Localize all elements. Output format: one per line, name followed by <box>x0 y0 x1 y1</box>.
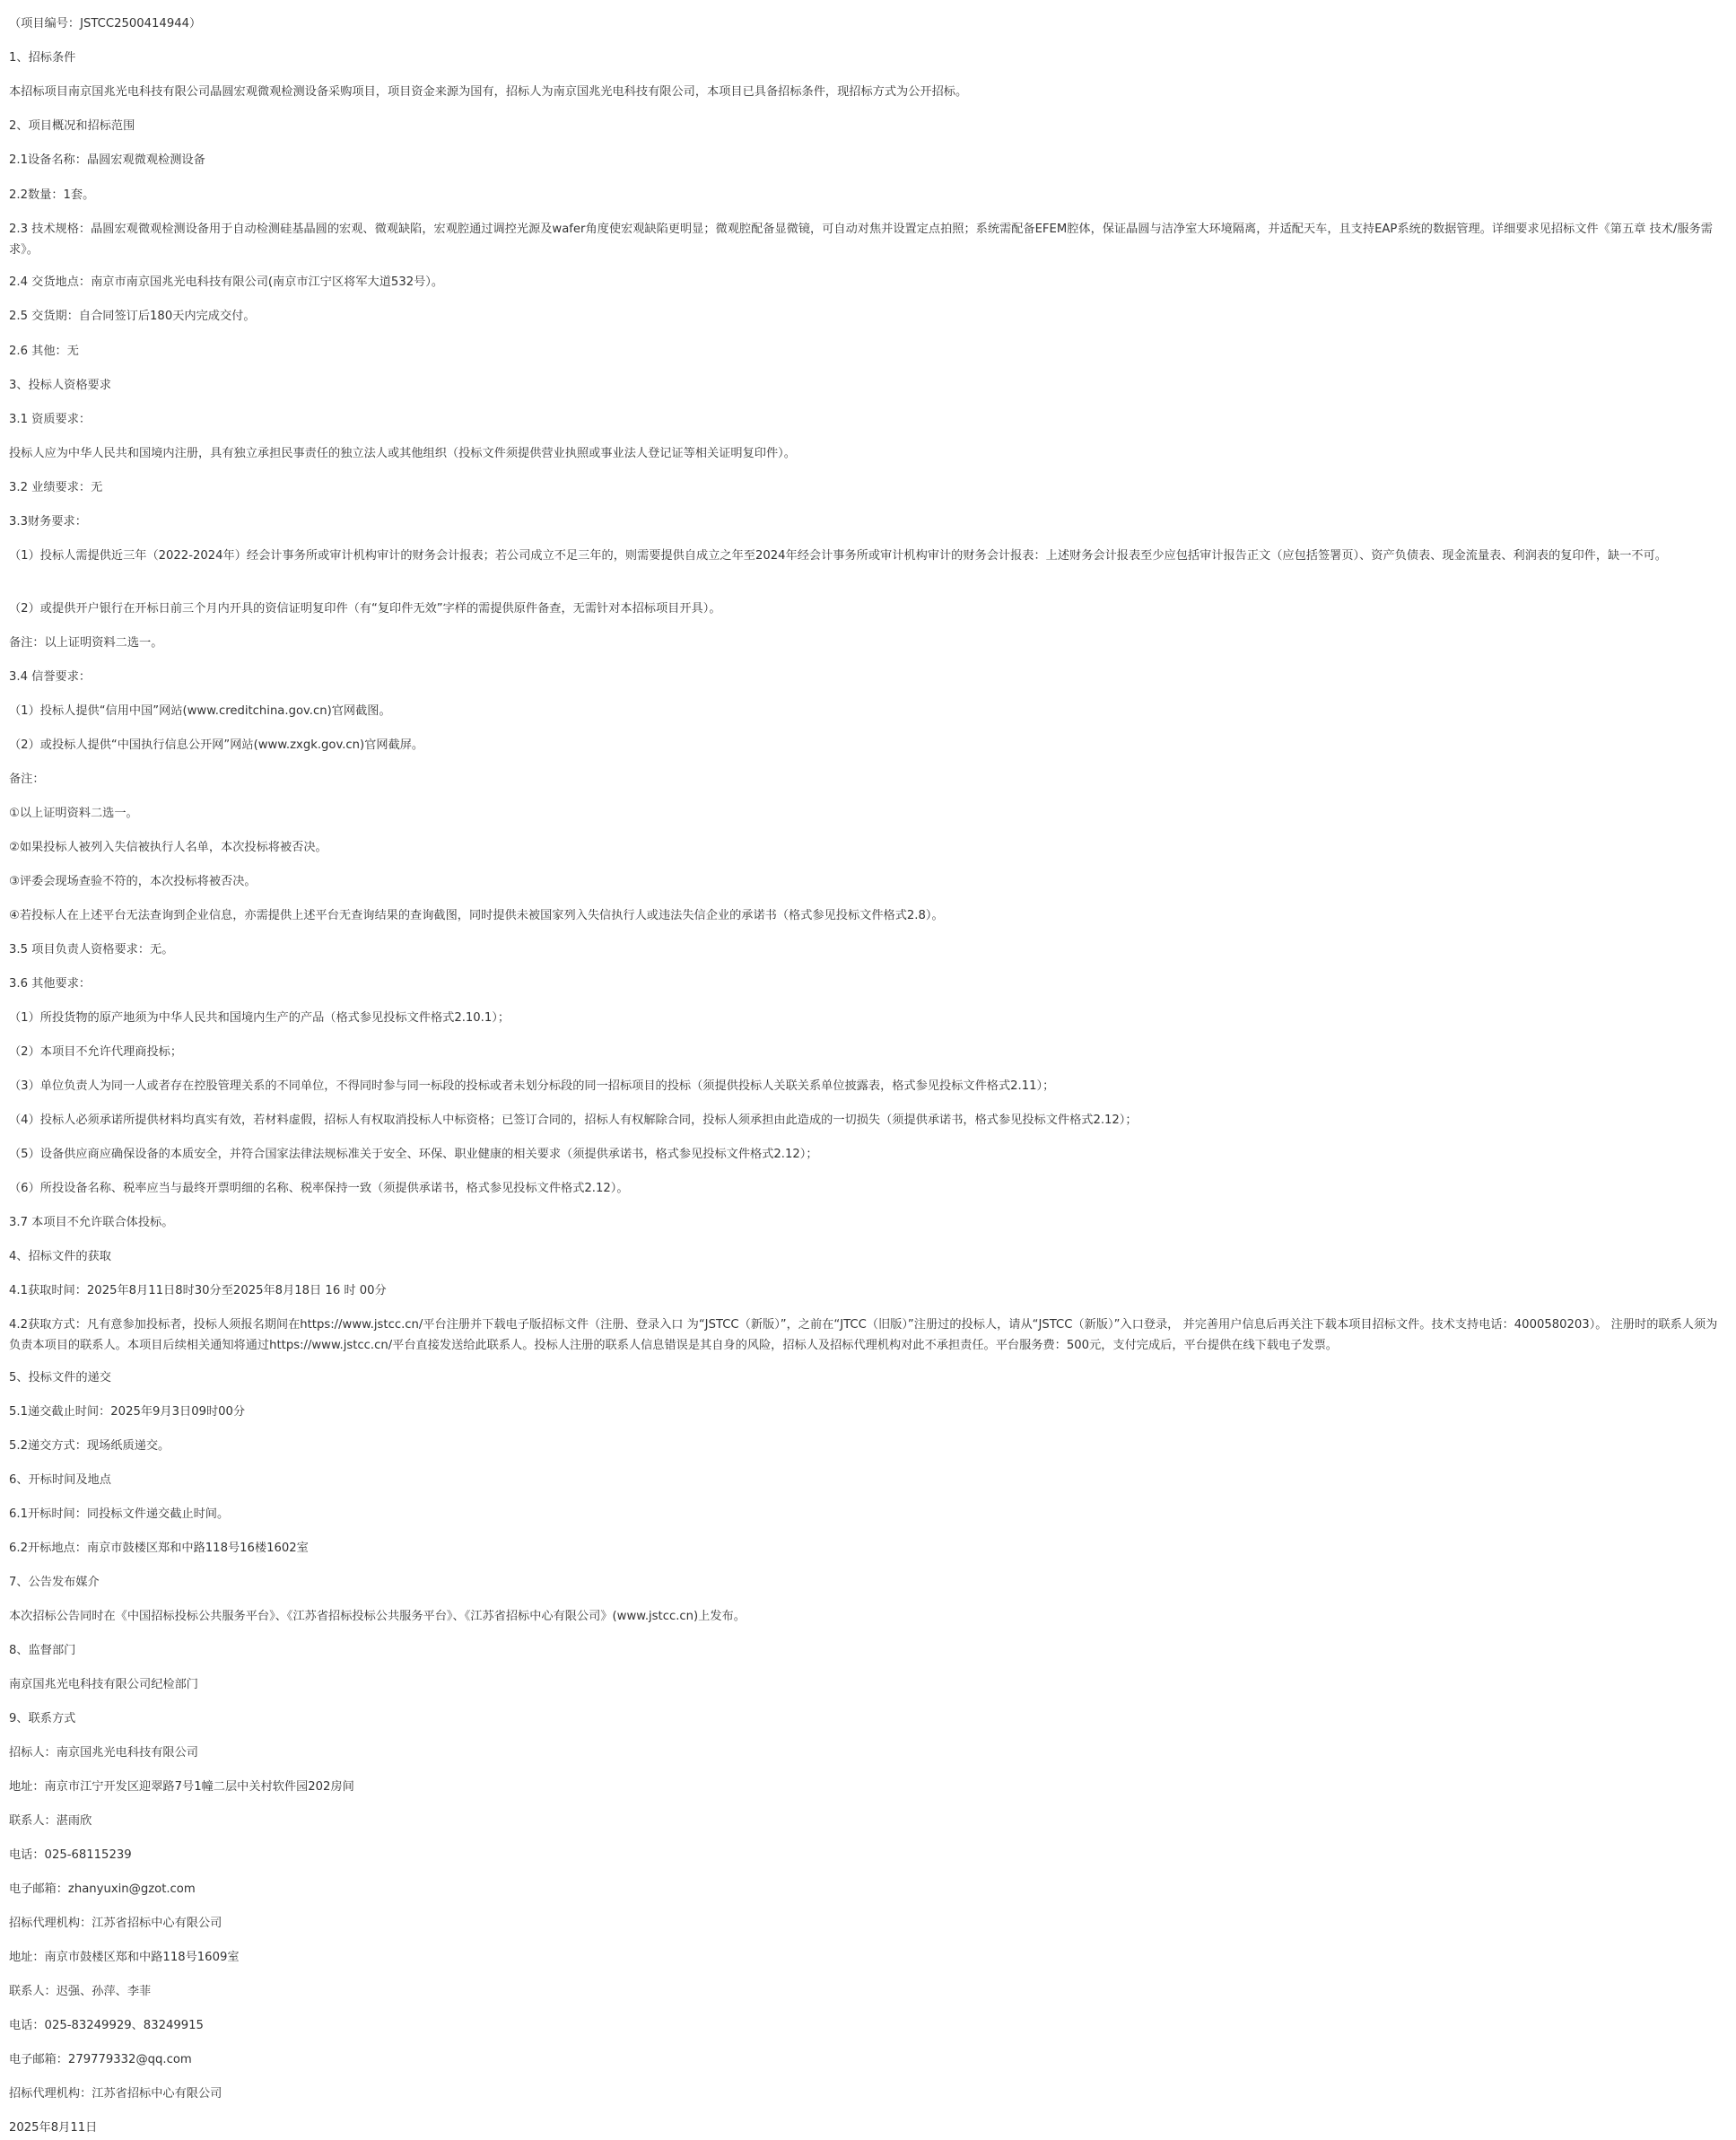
paragraph: （5）设备供应商应确保设备的本质安全，并符合国家法律法规标准关于安全、环保、职业健康的相关要求（须提供承诺书，格式参见投标文件格式2.12）； <box>9 1148 818 1161</box>
paragraph: 3.4 信誉要求： <box>9 670 92 684</box>
contact-line: 招标人：南京国兆光电科技有限公司 <box>9 1746 198 1760</box>
paragraph: 5.1递交截止时间：2025年9月3日09时00分 <box>9 1405 246 1419</box>
paragraph: 3.6 其他要求： <box>9 977 92 991</box>
paragraph: 4.2获取方式：凡有意参加投标者，投标人须报名期间在https://www.jstcc.cn/平台注册并下载电子版招标文件（注册、登录入口 为“JSTCC（新版）”，之前在“JTCC（旧版）”注册过的投标人，请从“JSTCC（新版）”入口登录， 并完善用户信息后再关注下载本项目招标文件。技术支持电话：4000580203）。 注册时的联系人须为负责本项目的联系人。本项目后续相关通知将通过https://www.jstcc.cn/平台直接发送给此联系人。投标人注册的联系人信息错误是其自身的风险，招标人及招标代理机构对此不承担责任。平台服务费：500元，支付完成后，平台提供在线下载电子发票。 <box>9 1318 1718 1352</box>
paragraph: 6.2开标地点：南京市鼓楼区郑和中路118号16楼1602室 <box>9 1542 309 1555</box>
paragraph: 2.2数量：1套。 <box>9 188 95 202</box>
contact-line: 电子邮箱：zhanyuxin@gzot.com <box>9 1882 196 1896</box>
paragraph: （2）或提供开户银行在开标日前三个月内开具的资信证明复印件（有“复印件无效”字样的需提供原件备查，无需针对本招标项目开具）。 <box>9 602 721 616</box>
paragraph: 2.1设备名称：晶圆宏观微观检测设备 <box>9 153 205 167</box>
section-heading: 3、投标人资格要求 <box>9 379 111 392</box>
paragraph: ②如果投标人被列入失信被执行人名单，本次投标将被否决。 <box>9 841 327 854</box>
paragraph: （2）本项目不允许代理商投标； <box>9 1045 183 1059</box>
paragraph: 南京国兆光电科技有限公司纪检部门 <box>9 1678 198 1691</box>
contact-line: 招标代理机构：江苏省招标中心有限公司 <box>9 1917 222 1930</box>
paragraph: ③评委会现场查验不符的，本次投标将被否决。 <box>9 875 257 888</box>
paragraph: 3.2 业绩要求：无 <box>9 481 103 494</box>
paragraph: 4.1获取时间：2025年8月11日8时30分至2025年8月18日 16 时 00分 <box>9 1284 387 1297</box>
paragraph: 5.2递交方式：现场纸质递交。 <box>9 1439 170 1453</box>
paragraph: 本招标项目南京国兆光电科技有限公司晶圆宏观微观检测设备采购项目，项目资金来源为国有，招标人为南京国兆光电科技有限公司，本项目已具备招标条件，现招标方式为公开招标。 <box>9 85 968 99</box>
section-heading: 6、开标时间及地点 <box>9 1473 111 1487</box>
paragraph: ①以上证明资料二选一。 <box>9 807 138 820</box>
paragraph: （2）或投标人提供“中国执行信息公开网”网站(www.zxgk.gov.cn)官网截屏。 <box>9 738 424 752</box>
section-heading: 7、公告发布媒介 <box>9 1576 100 1589</box>
section-heading: 5、投标文件的递交 <box>9 1371 111 1384</box>
paragraph: 备注： <box>9 773 45 786</box>
contact-line: 招标代理机构：江苏省招标中心有限公司 <box>9 2087 222 2101</box>
paragraph: 2.5 交货期：自合同签订后180天内完成交付。 <box>9 310 256 323</box>
paragraph: 3.3财务要求： <box>9 515 87 528</box>
section-heading: 2、项目概况和招标范围 <box>9 119 135 133</box>
paragraph: 3.7 本项目不允许联合体投标。 <box>9 1216 174 1229</box>
project-number: （项目编号：JSTCC2500414944） <box>9 17 202 31</box>
contact-line: 地址：南京市江宁开发区迎翠路7号1幢二层中关村软件园202房间 <box>9 1780 354 1794</box>
section-heading: 4、招标文件的获取 <box>9 1250 111 1263</box>
section-heading: 9、联系方式 <box>9 1712 76 1725</box>
paragraph: （1）所投货物的原产地须为中华人民共和国境内生产的产品（格式参见投标文件格式2.10.1）； <box>9 1011 510 1025</box>
paragraph: （4）投标人必须承诺所提供材料均真实有效，若材料虚假，招标人有权取消投标人中标资格；已签订合同的，招标人有权解除合同，投标人须承担由此造成的一切损失（须提供承诺书，格式参见投标文件格式2.12）； <box>9 1114 1138 1127</box>
contact-line: 联系人：湛雨欣 <box>9 1814 92 1828</box>
paragraph: 2.3 技术规格：晶圆宏观微观检测设备用于自动检测硅基晶圆的宏观、微观缺陷，宏观腔通过调控光源及wafer角度使宏观缺陷更明显；微观腔配备显微镜，可自动对焦并设置定点拍照；系统需配备EFEM腔体，保证晶圆与洁净室大环境隔离，并适配天车，且支持EAP系统的数据管理。详细要求见招标文件《第五章 技术/服务需求》。 <box>9 223 1713 257</box>
paragraph: 3.5 项目负责人资格要求：无。 <box>9 943 174 956</box>
paragraph: ④若投标人在上述平台无法查询到企业信息，亦需提供上述平台无查询结果的查询截图，同时提供未被国家列入失信执行人或违法失信企业的承诺书（格式参见投标文件格式2.8）。 <box>9 909 944 922</box>
paragraph: （1）投标人提供“信用中国”网站(www.creditchina.gov.cn)官网截图。 <box>9 704 391 718</box>
contact-line: 电话：025-68115239 <box>9 1848 132 1862</box>
contact-line: 电话：025-83249929、83249915 <box>9 2019 204 2032</box>
paragraph: 备注：以上证明资料二选一。 <box>9 636 163 650</box>
paragraph: 6.1开标时间：同投标文件递交截止时间。 <box>9 1507 230 1521</box>
contact-line: 联系人：迟强、孙萍、李菲 <box>9 1985 152 1998</box>
contact-line: 地址：南京市鼓楼区郑和中路118号1609室 <box>9 1951 240 1964</box>
paragraph: （6）所投设备名称、税率应当与最终开票明细的名称、税率保持一致（须提供承诺书，格式参见投标文件格式2.12）。 <box>9 1182 629 1195</box>
section-heading: 8、监督部门 <box>9 1644 76 1657</box>
paragraph: （1）投标人需提供近三年（2022-2024年）经会计事务所或审计机构审计的财务会计报表；若公司成立不足三年的，则需要提供自成立之年至2024年经会计事务所或审计机构审计的财务会计报表：上述财务会计报表至少应包括审计报告正文（应包括签署页）、资产负债表、现金流量表、利润表的复印件，缺一不可。 <box>9 549 1667 563</box>
paragraph: （3）单位负责人为同一人或者存在控股管理关系的不同单位，不得同时参与同一标段的投标或者未划分标段的同一招标项目的投标（须提供投标人关联关系单位披露表，格式参见投标文件格式2.11）； <box>9 1079 1055 1093</box>
paragraph: 2.6 其他：无 <box>9 345 79 358</box>
paragraph: 本次招标公告同时在《中国招标投标公共服务平台》、《江苏省招标投标公共服务平台》、《江苏省招标中心有限公司》(www.jstcc.cn)上发布。 <box>9 1610 746 1623</box>
paragraph: 投标人应为中华人民共和国境内注册，具有独立承担民事责任的独立法人或其他组织（投标文件须提供营业执照或事业法人登记证等相关证明复印件）。 <box>9 447 796 460</box>
paragraph: 2.4 交货地点：南京市南京国兆光电科技有限公司(南京市江宁区将军大道532号）。 <box>9 275 444 289</box>
document-date: 2025年8月11日 <box>9 2121 98 2135</box>
paragraph: 3.1 资质要求： <box>9 413 92 426</box>
section-heading: 1、招标条件 <box>9 51 76 65</box>
contact-line: 电子邮箱：279779332@qq.com <box>9 2053 192 2066</box>
